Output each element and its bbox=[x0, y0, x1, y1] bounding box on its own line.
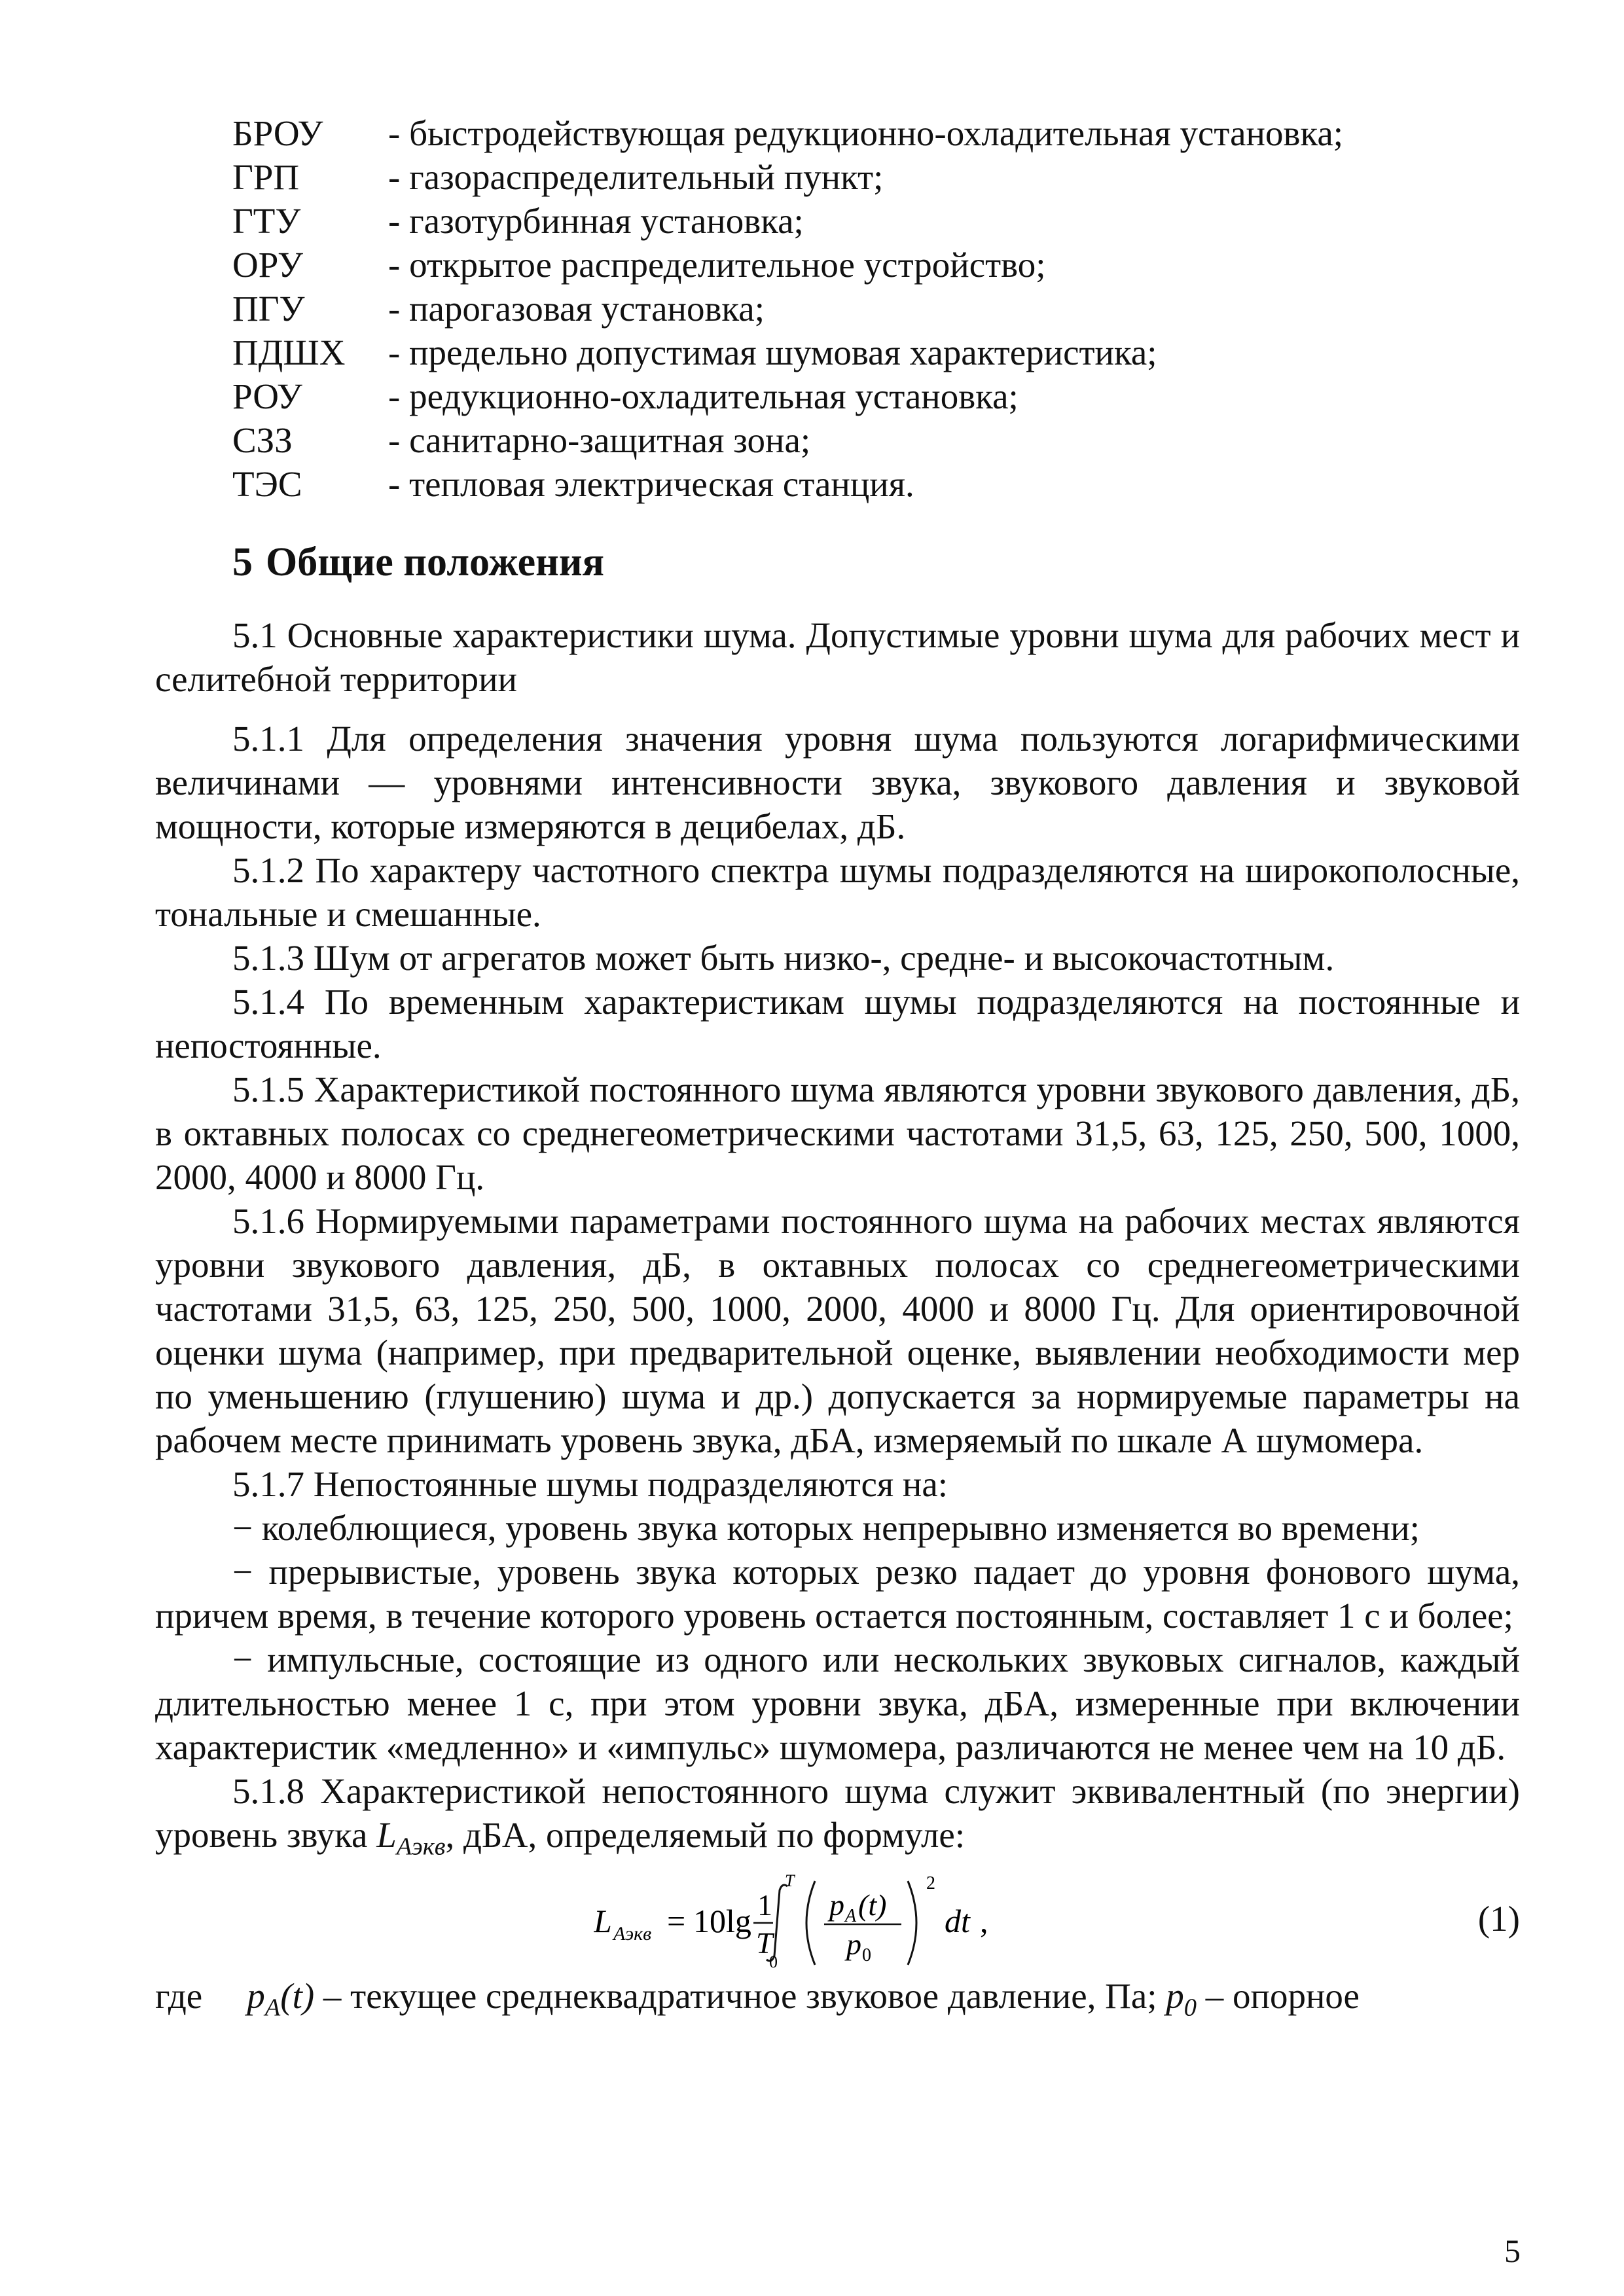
formula-inner-denominator-subscript: 0 bbox=[862, 1945, 871, 1965]
paragraph-5-1-8 bbox=[155, 1769, 1520, 1869]
paragraph-5-1-4: 5.1.4 По временным характеристикам шумы подразделяются на постоянные и непостоянные. bbox=[155, 982, 1520, 1066]
paragraph-5-1-8-tail: , дБА, определяемый по формуле: bbox=[445, 1815, 965, 1855]
legend-symbol-pa-subscript: A bbox=[264, 1994, 281, 2022]
section-number: 5 bbox=[232, 540, 253, 584]
formula-1 bbox=[155, 1872, 1520, 1970]
document-page bbox=[155, 111, 1520, 2030]
list-item-impulse: − импульсные, состоящие из одного или нескольких звуковых сигналов, каждый длительностью менее 1 с, при этом уровни звука, дБА, измеренные при включении характеристик «медленно» и «импульс» шумомера, различаются не менее чем на 10 дБ. bbox=[155, 1640, 1520, 1767]
abbreviation-row bbox=[232, 331, 1343, 374]
formula-lg: lg bbox=[726, 1902, 751, 1939]
abbreviation-description: - санитарно-защитная зона; bbox=[388, 420, 811, 460]
formula-inner-numerator-subscript: A bbox=[845, 1905, 857, 1926]
formula-lhs: L bbox=[594, 1902, 612, 1939]
abbreviation-row bbox=[232, 374, 1343, 418]
abbreviation-description: - редукционно-охладительная установка; bbox=[388, 376, 1019, 416]
paragraph-5-1-3: 5.1.3 Шум от агрегатов может быть низко-, средне- и высокочастотным. bbox=[232, 938, 1335, 978]
abbreviation-description: - газотурбинная установка; bbox=[388, 201, 804, 241]
legend-text: – текущее среднеквадратичное звуковое давление, Па; bbox=[314, 1975, 1166, 2016]
abbreviation-code: ОРУ bbox=[232, 245, 303, 285]
formula-comma: , bbox=[980, 1902, 988, 1939]
formula-inner-numerator: p bbox=[829, 1888, 844, 1922]
abbreviation-row bbox=[232, 418, 1343, 462]
abbreviation-description: - быстродействующая редукционно-охладительная установка; bbox=[388, 113, 1344, 153]
legend-symbol-p0-subscript: 0 bbox=[1183, 1994, 1197, 2022]
section-title: Общие положения bbox=[266, 540, 605, 584]
formula-dt: dt bbox=[945, 1902, 970, 1939]
formula-integral-lower: 0 bbox=[769, 1952, 778, 1970]
paragraph-5-1-1: 5.1.1 Для определения значения уровня шума пользуются логарифмическими величинами — уровнями интенсивности звука, звукового давления и звуковой мощности, которые измеряются в децибелах, дБ. bbox=[155, 719, 1520, 846]
abbreviation-row bbox=[232, 287, 1343, 331]
abbreviation-row bbox=[232, 111, 1343, 155]
abbreviation-code: БРОУ bbox=[232, 113, 323, 153]
abbreviation-description: - газораспределительный пункт; bbox=[388, 157, 884, 197]
page-number: 5 bbox=[1504, 2233, 1521, 2269]
list-item-fluctuating: − колеблющиеся, уровень звука которых непрерывно изменяется во времени; bbox=[232, 1508, 1420, 1548]
abbreviation-description: - парогазовая установка; bbox=[388, 289, 765, 329]
abbreviation-code: ГТУ bbox=[232, 201, 301, 241]
legend-symbol-p0: p bbox=[1166, 1975, 1184, 2016]
right-paren-icon bbox=[908, 1881, 916, 1965]
left-paren-icon bbox=[806, 1881, 815, 1965]
abbreviations-list bbox=[232, 111, 1343, 506]
formula-number: (1) bbox=[1477, 1898, 1520, 1939]
abbreviation-row bbox=[232, 155, 1343, 199]
legend-where: где bbox=[155, 1975, 203, 2016]
abbreviation-code: ГРП bbox=[232, 157, 300, 197]
abbreviation-code: СЗЗ bbox=[232, 420, 293, 460]
legend-symbol-pa: p bbox=[247, 1975, 265, 2016]
section-heading bbox=[232, 539, 1520, 586]
formula-equals: = bbox=[667, 1902, 686, 1939]
abbreviation-code: ПГУ bbox=[232, 289, 305, 329]
formula-fraction-denominator: T bbox=[756, 1926, 773, 1960]
abbreviation-code: ПДШХ bbox=[232, 332, 346, 372]
formula-inner-numerator-argument: (t) bbox=[858, 1888, 887, 1922]
abbreviation-code: РОУ bbox=[232, 376, 302, 416]
formula-equivalent-level bbox=[594, 1872, 1013, 1970]
abbreviation-code: ТЭС bbox=[232, 464, 302, 504]
paragraph-5-1-6: 5.1.6 Нормируемыми параметрами постоянного шума на рабочих местах являются уровни звукового давления, дБ, в октавных полосах со среднегеометрическими частотами 31,5, 63, 125, 250, 500, 1000, 2000, 4000 и 8000 Гц. Для ориентировочной оценки шума (например, при предварительной оценке, выявлении необходимости мер по уменьшению (глушению) шума и др.) допускается за нормируемые параметры на рабочем месте принимать уровень звука, дБА, измеряемый по шкале А шумомера. bbox=[155, 1201, 1520, 1460]
legend-text-tail: – опорное bbox=[1197, 1975, 1360, 2016]
paragraph-5-1-8-text: 5.1.8 Характеристикой непостоянного шума служит эквивалентный (по энергии) уровень звука bbox=[155, 1771, 1520, 1855]
paragraph-5-1: 5.1 Основные характеристики шума. Допустимые уровни шума для рабочих мест и селитебной территории bbox=[155, 615, 1520, 699]
abbreviation-row bbox=[232, 243, 1343, 287]
paragraph-5-1-7: 5.1.7 Непостоянные шумы подразделяются на: bbox=[232, 1464, 948, 1504]
formula-legend bbox=[155, 1974, 1520, 2030]
formula-lhs-subscript: Аэкв bbox=[613, 1922, 652, 1945]
abbreviation-description: - тепловая электрическая станция. bbox=[388, 464, 914, 504]
abbreviation-description: - предельно допустимая шумовая характеристика; bbox=[388, 332, 1157, 372]
symbol-l-subscript: Аэкв bbox=[396, 1833, 446, 1861]
formula-coefficient: 10 bbox=[693, 1902, 726, 1939]
formula-inner-denominator: p bbox=[846, 1927, 861, 1961]
abbreviation-row bbox=[232, 199, 1343, 243]
symbol-l: L bbox=[376, 1815, 397, 1855]
abbreviation-description: - открытое распределительное устройство; bbox=[388, 245, 1046, 285]
paragraph-5-1-2: 5.1.2 По характеру частотного спектра шумы подразделяются на широкополосные, тональные и смешанные. bbox=[155, 850, 1520, 934]
legend-symbol-pa-argument: (t) bbox=[280, 1975, 315, 2016]
abbreviation-row bbox=[232, 462, 1343, 506]
list-item-intermittent: − прерывистые, уровень звука которых резко падает до уровня фонового шума, причем время, в течение которого уровень остается постоянным, составляет 1 с и более; bbox=[155, 1552, 1520, 1636]
formula-power: 2 bbox=[926, 1873, 935, 1893]
formula-fraction-numerator: 1 bbox=[757, 1888, 772, 1922]
formula-integral-upper: T bbox=[785, 1871, 795, 1890]
paragraph-5-1-5: 5.1.5 Характеристикой постоянного шума являются уровни звукового давления, дБ, в октавных полосах со среднегеометрическими частотами 31,5, 63, 125, 250, 500, 1000, 2000, 4000 и 8000 Гц. bbox=[155, 1069, 1520, 1197]
